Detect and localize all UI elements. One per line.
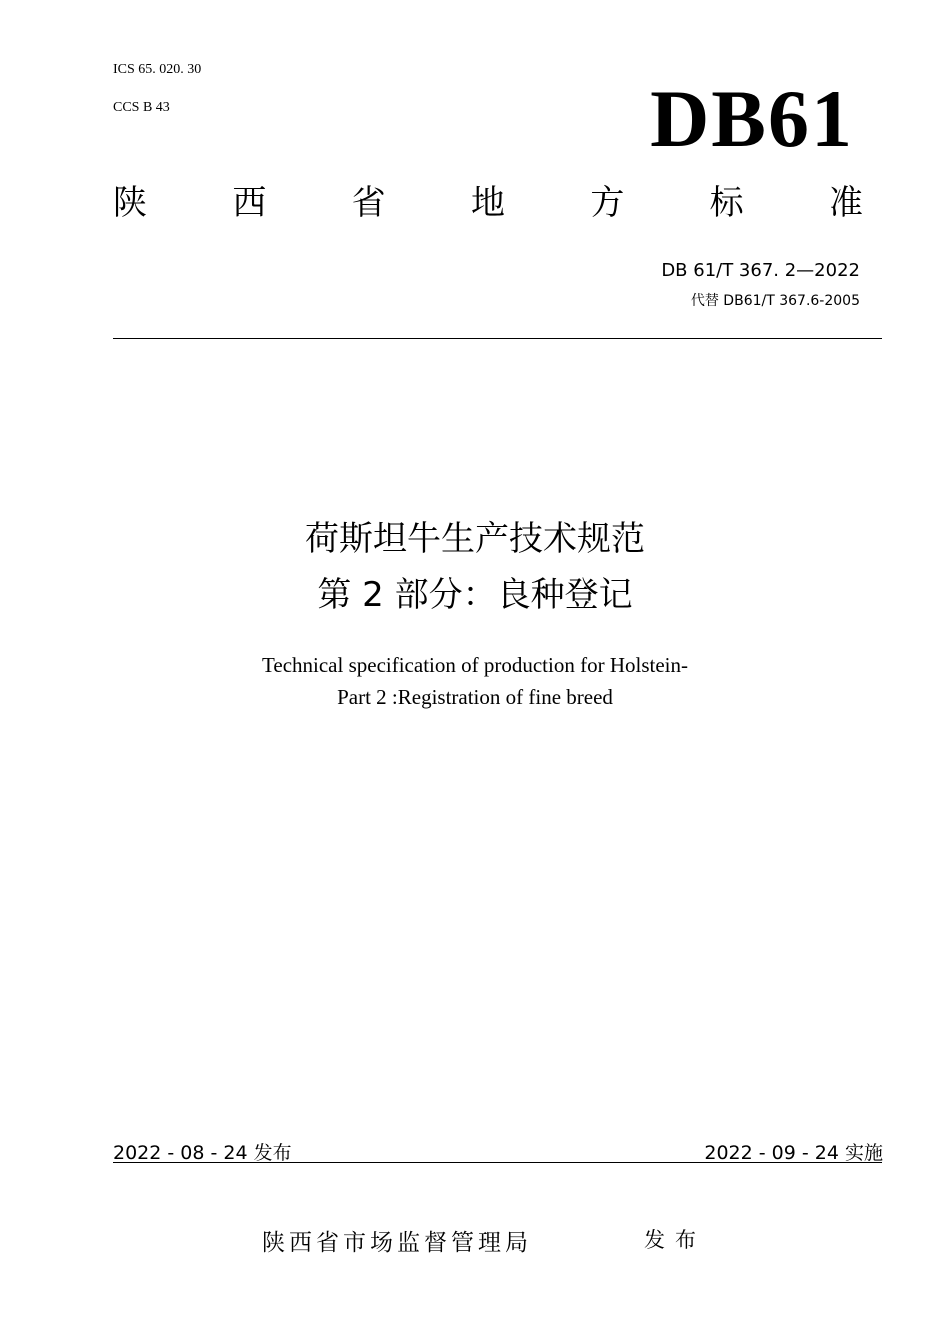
title-english-line-1: Technical specification of production for Holstein- xyxy=(262,653,688,677)
replaces-standard: 代替 DB61/T 367.6-2005 xyxy=(690,293,860,309)
standard-type-char: 省 xyxy=(351,183,386,223)
standard-type-char: 陕 xyxy=(113,183,147,223)
standard-type-heading xyxy=(113,183,863,223)
implementation-date: 2022 - 09 - 24 实施 xyxy=(704,1142,883,1164)
header-divider xyxy=(113,338,882,339)
footer-divider xyxy=(113,1162,882,1163)
standard-type-char: 方 xyxy=(590,183,625,223)
standard-number: DB 61/T 367. 2—2022 xyxy=(661,260,860,281)
standard-type-char: 西 xyxy=(232,183,267,223)
standard-type-char: 准 xyxy=(828,183,863,223)
standard-type-char: 地 xyxy=(470,183,505,223)
title-chinese-line-2: 第 2 部分：良种登记 xyxy=(317,575,633,615)
standard-type-char: 标 xyxy=(709,183,744,223)
ics-code: ICS 65. 020. 30 xyxy=(113,62,202,77)
publish-date: 2022 - 08 - 24 发布 xyxy=(113,1142,292,1164)
title-english-line-2: Part 2 :Registration of fine breed xyxy=(337,685,613,709)
title-chinese-line-1: 荷斯坦牛生产技术规范 xyxy=(305,519,645,559)
standard-mark-logo: DB61 xyxy=(650,73,854,164)
ccs-code: CCS B 43 xyxy=(113,100,170,115)
issuing-authority: 陕西省市场监督管理局 xyxy=(262,1230,532,1256)
issue-label: 发布 xyxy=(644,1228,706,1252)
